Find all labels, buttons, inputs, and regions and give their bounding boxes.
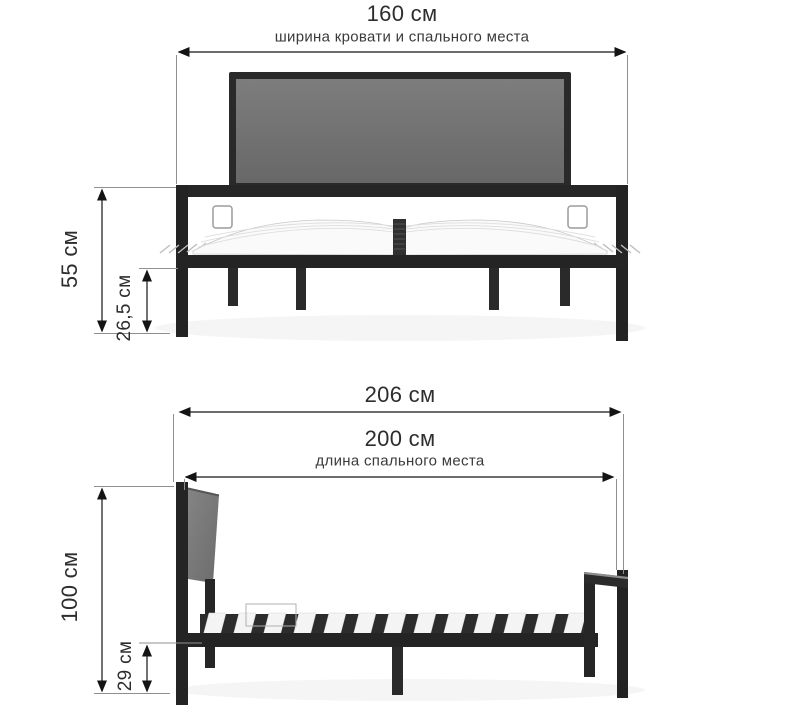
front-floor-shadow (155, 315, 645, 341)
front-left-bracket (213, 206, 232, 228)
side-floor-shadow (175, 679, 645, 701)
front-top-rail (176, 185, 628, 197)
front-width-label: ширина кровати и спального места (274, 28, 530, 46)
front-lower-rail (176, 255, 628, 268)
side-rail (188, 633, 598, 647)
front-inner-legs (228, 268, 570, 310)
bed-side-view-image (175, 482, 645, 705)
side-footboard-back-post (617, 570, 628, 698)
front-center-strap (393, 219, 406, 257)
side-headboard-height-value: 100 см (57, 551, 82, 623)
side-headboard-panel (188, 488, 219, 583)
side-overall-length-value: 206 см (364, 382, 436, 407)
side-sleeping-length-value: 200 см (364, 426, 436, 451)
side-slat-deck (200, 613, 588, 636)
side-sleeping-length-label: длина спального места (315, 452, 485, 470)
front-width-value: 160 см (366, 1, 438, 26)
front-right-bracket (568, 206, 587, 228)
side-middle-leg (392, 647, 403, 695)
side-headboard-post (176, 482, 188, 705)
front-headboard-panel (236, 79, 564, 183)
front-frame-height-value: 55 см (57, 229, 82, 289)
bed-front-view-image (155, 72, 645, 341)
front-under-frame-height-value: 26,5 см (114, 274, 135, 342)
side-footboard (584, 570, 628, 698)
side-under-bed-height-value: 29 см (115, 640, 136, 692)
side-footboard-front-post (584, 576, 595, 677)
